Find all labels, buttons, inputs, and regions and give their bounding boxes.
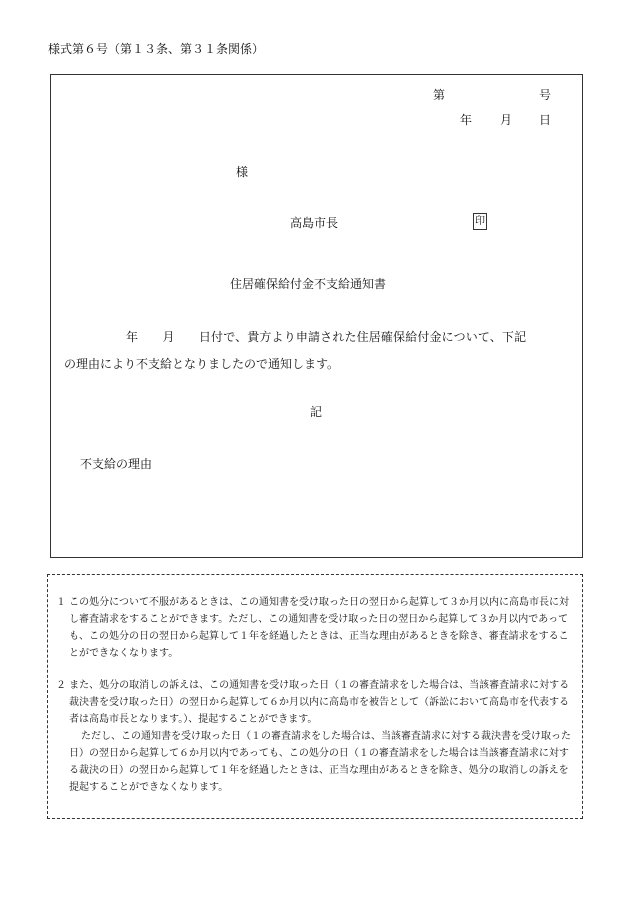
notification-body <box>64 324 570 378</box>
appeal-notice-item-2 <box>56 677 576 796</box>
reason-label: 不支給の理由 <box>80 457 153 471</box>
recipient-honorific: 様 <box>236 165 249 179</box>
date-month-label: 月 <box>500 113 513 127</box>
notification-document-box <box>50 74 583 558</box>
document-number-suffix: 号 <box>539 88 552 102</box>
appeal-notice-item-1 <box>56 594 576 662</box>
notice-item-2-text: ２ また、処分の取消しの訴えは、この通知書を受け取った日（１の審査請求をした場合は、当該審査請求に対する裁決書を受け取った日）の翌日から起算して６か月以内に高島市を被告として（訴訟において高島市を代表する者は高島市長となります。）、提起することができます。 <box>56 680 570 725</box>
body-line-1: 年 月 日付で、貴方より申請された住居確保給付金について、下記 <box>126 330 527 344</box>
record-label: 記 <box>310 405 323 419</box>
body-line-2: の理由により不支給となりましたので通知します。 <box>64 357 340 371</box>
notice-item-2-proviso: ただし、この通知書を受け取った日（１の審査請求をした場合は、当該審査請求に対する裁決書を受け取った日）の翌日から起算して６か月以内であっても、この処分の日（１の審査請求をした場合は当該審査請求に対する裁決の日）の翌日から起算して１年を経過したときは、正当な理由があるときを除き、処分の取消しの訴えを提起することができなくなります。 <box>69 731 571 793</box>
issuer-name: 高島市長 <box>290 216 339 230</box>
notice-item-1-text: １ この処分について不服があるときは、この通知書を受け取った日の翌日から起算して３か月以内に高島市長に対し審査請求をすることができます。ただし、この通知書を受け取った日の翌日から起算して３か月以内であっても、この処分の日の翌日から起算して１年を経過したときは、正当な理由があるときを除き、審査請求をすることができなくなります。 <box>56 597 569 659</box>
seal-mark: 印 <box>473 213 487 230</box>
document-title: 住居確保給付金不支給通知書 <box>230 277 387 291</box>
form-number-label: 様式第６号（第１３条、第３１条関係） <box>48 42 265 56</box>
date-day-label: 日 <box>539 113 552 127</box>
date-year-label: 年 <box>460 113 473 127</box>
document-number-prefix: 第 <box>433 88 446 102</box>
